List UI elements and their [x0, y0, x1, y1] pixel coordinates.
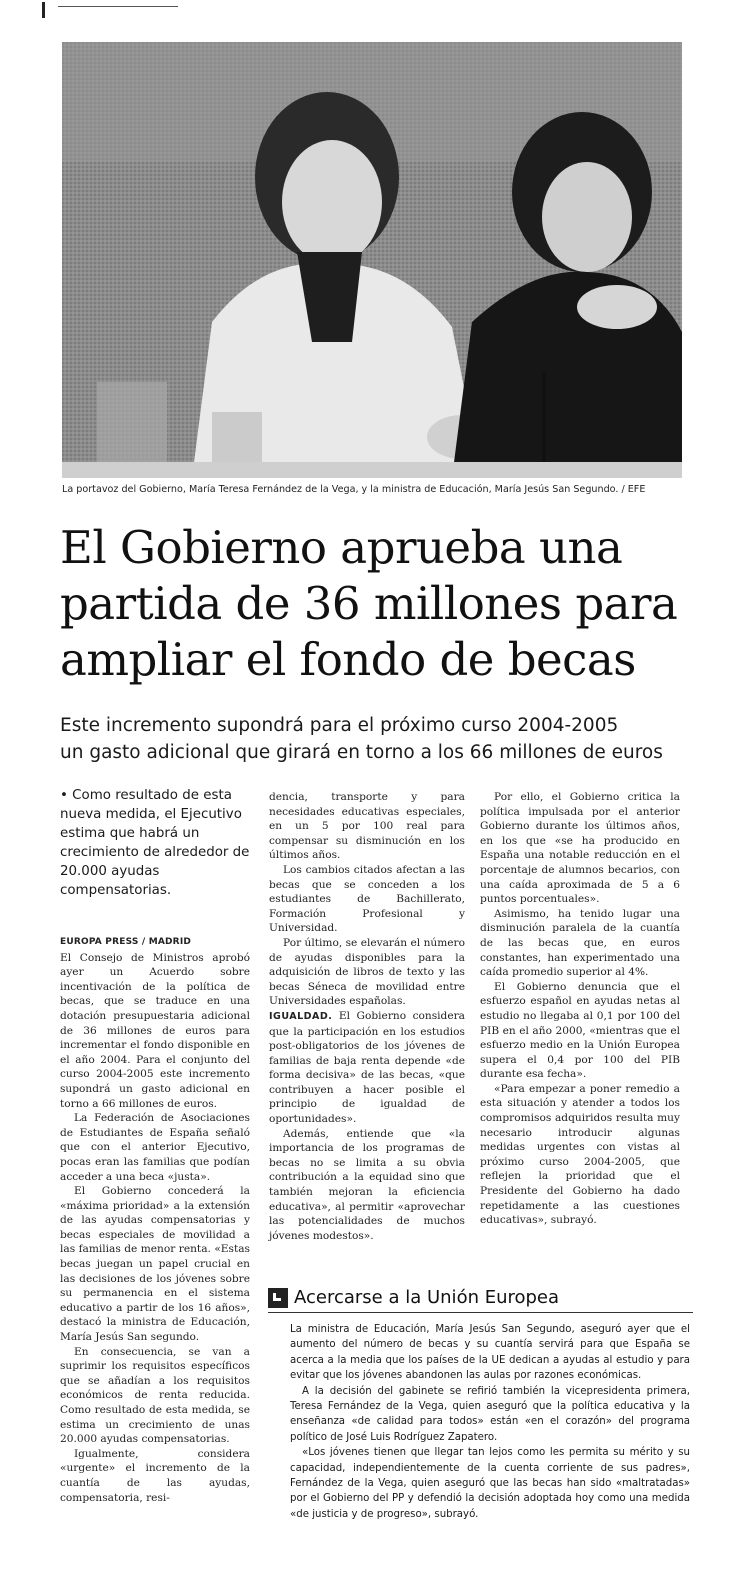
paragraph: A la decisión del gabinete se refirió también la vicepresidenta primera, Teresa Fernández de la Vega, quien aseguró que la política educativa y la enseñanza «de calidad para todos» están «en el corazón» del programa político de José Luis Rodríguez Zapatero.: [290, 1385, 690, 1443]
subtitle-line-1: Este incremento supondrá para el próximo curso 2004-2005: [60, 715, 619, 736]
paragraph: Por último, se elevarán el número de ayudas disponibles para la adquisición de libros de texto y las becas Séneca de movilidad entre Universidades españolas.: [269, 936, 465, 1008]
paragraph: La ministra de Educación, María Jesús San Segundo, aseguró ayer que el aumento del número de becas y su cuantía servirá para que España se acerca a la media que los países de la UE dedican a ayudas al estudio y para evitar que los jóvenes abandonen las aulas por razones económicas.: [290, 1324, 690, 1382]
paragraph: La Federación de Asociaciones de Estudiantes de España señaló que con el anterior Ejecutivo, pocas eran las familias que podían acceder a una beca «justa».: [60, 1112, 250, 1183]
headline-line-1: El Gobierno aprueba una: [60, 521, 623, 574]
headline: [60, 520, 710, 688]
subtitle-line-2: un gasto adicional que girará en torno a los 66 millones de euros: [60, 742, 663, 763]
sidebar-box-title: Acercarse a la Unión Europea: [294, 1287, 560, 1308]
paragraph: Por ello, el Gobierno critica la política impulsada por el anterior Gobierno durante los últimos años, en los que «se ha producido en España una notable reducción en el porcentaje de alumnos becarios, con una caída aproximada de 5 a 6 puntos porcentuales».: [480, 791, 680, 906]
lead-highlight: • Como resultado de esta nueva medida, el Ejecutivo estima que habrá un crecimiento de alrededor de 20.000 ayudas compensatorias.: [60, 788, 250, 898]
paragraph: En consecuencia, se van a suprimir los requisitos específicos que se añadían a los requisitos económicos de renta reducida. Como resultado de esta medida, se estima un crecimiento de unas 20.000 ayudas compensatorias.: [60, 1345, 250, 1446]
headline-line-2: partida de 36 millones para: [60, 577, 678, 630]
sidebar-box-rule: [268, 1312, 693, 1313]
paragraph-text: El Gobierno considera que la participación en los estudios post-obligatorios de los jóvenes de familias de baja renta depende «de forma decisiva» de las becas, «que contribuyen a hacer posible el principio de igualdad de oportunidades».: [269, 1009, 465, 1126]
photo-caption: La portavoz del Gobierno, María Teresa Fernández de la Vega, y la ministra de Educación, María Jesús San Segundo. / EFE: [62, 484, 646, 495]
dateline: EUROPA PRESS / MADRID: [60, 937, 192, 947]
paragraph: Además, entiende que «la importancia de los programas de becas no se limita a su obvia contribución a la equidad sino que también mejoran la eficiencia educativa», al permitir «aprovechar las potencialidades de muchos jóvenes modestos».: [269, 1127, 465, 1242]
paragraph: dencia, transporte y para necesidades educativas especiales, en un 5 por 100 real para compensar su disminución en los últimos años.: [269, 791, 465, 862]
paragraph: «Los jóvenes tienen que llegar tan lejos como les permita su mérito y su capacidad, independientemente de la cuenta corriente de sus padres», Fernández de la Vega, quien aseguró que las becas han sido «maltratadas» por el Gobierno del PP y defendió la decisión adoptada hoy como una medida «de justicia y de progreso», subrayó.: [290, 1447, 690, 1520]
paragraph: «Para empezar a poner remedio a esta situación y atender a todos los compromisos adquiridos resulta muy necesario introducir algunas medidas urgentes con vistas al próximo curso 2004-2005, que reflejen la prioridad que el Presidente del Gobierno ha dado repetidamente a las cuestiones educativas», subrayó.: [480, 1082, 680, 1227]
paragraph: El Consejo de Ministros aprobó ayer un Acuerdo sobre incentivación de la política de becas, que se traduce en una dotación presupuestaria adicional de 36 millones de euros para incrementar el fondo disponible en el año 2004. Para el conjunto del curso 2004-2005 este incremento supondrá un gasto adicional en torno a 66 millones de euros.: [60, 951, 250, 1110]
sidebar-box-body: [290, 1322, 690, 1522]
headline-line-3: ampliar el fondo de becas: [60, 633, 636, 686]
paragraph: El Gobierno concederá la «máxima prioridad» a la extensión de las ayudas compensatorias y becas especiales de movilidad a las familias de menor renta. «Estas becas juegan un papel crucial en las decisiones de los jóvenes sobre su permanencia en el sistema educativo a partir de los 16 años», destacó la ministra de Educación, María Jesús San segundo.: [60, 1185, 250, 1344]
article-column-2: [269, 790, 465, 1243]
paragraph: Igualmente, considera «urgente» el incremento de la cuantía de las ayudas, compensatoria, resi-: [60, 1447, 250, 1504]
subtitle: [60, 712, 720, 766]
paragraph: Asimismo, ha tenido lugar una disminución paralela de la cuantía de las becas que, en euros constantes, han experimentado una caída promedio superior al 4%.: [480, 907, 680, 979]
page-edge-mark: [42, 2, 45, 18]
section-tag: IGUALDAD.: [269, 1010, 333, 1022]
article-column-1: [60, 935, 250, 1505]
article-column-3: [480, 790, 680, 1228]
sidebar-box-header: [268, 1286, 698, 1312]
paragraph: Los cambios citados afectan a las becas que se conceden a los estudiantes de Bachillerato, Formación Profesional y Universidad.: [269, 863, 465, 935]
news-photo: [62, 42, 682, 478]
paragraph: El Gobierno denuncia que el esfuerzo español en ayudas netas al estudio no llegaba al 0,1 por 100 del PIB en el año 2000, «mientras que el esfuerzo medio en la Unión Europea supera el 0,4 por 100 del PIB durante esa fecha».: [480, 980, 680, 1081]
section-arrow-icon: [268, 1288, 288, 1308]
page-edge-rule: [58, 6, 178, 7]
paragraph: [269, 1009, 465, 1127]
